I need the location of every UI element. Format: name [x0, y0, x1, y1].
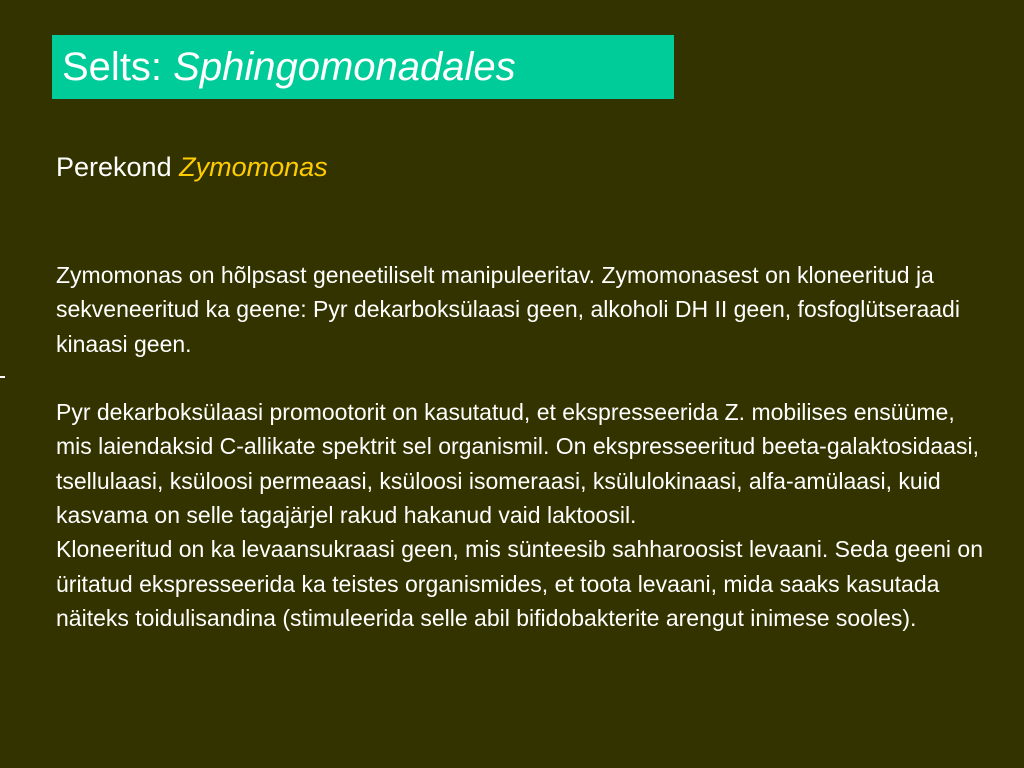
- slide-title-box: [52, 35, 674, 99]
- slide-title-prefix: Selts:: [62, 44, 174, 89]
- subtitle-prefix: Perekond: [56, 152, 180, 182]
- slide-title-italic: Sphingomonadales: [173, 44, 516, 89]
- body-paragraph-2: Pyr dekarboksülaasi promootorit on kasutatud, et ekspresseerida Z. mobilises ensüüme, mis laiendaksid C-allikate spektrit sel organismil. On ekspresseeritud beeta-galaktosidaasi, tsellulaasi, ksüloosi permeaasi, ksüloosi isomeraasi, ksülulokinaasi, alfa-amülaasi, kuid kasvama on selle tagajärjel rakud hakanud vaid laktoosil.: [56, 399, 979, 529]
- subtitle-genus: Zymomonas: [179, 152, 328, 182]
- paragraph-gap: [56, 361, 996, 395]
- edge-mark: [0, 376, 5, 378]
- slide-subtitle: [56, 152, 328, 183]
- body-paragraph-1: Zymomonas on hõlpsast geneetiliselt manipuleeritav. Zymomonasest on kloneeritud ja sekveneeritud ka geene: Pyr dekarboksülaasi geen, alkoholi DH II geen, fosfoglütseraadi kinaasi geen.: [56, 262, 960, 357]
- slide-body: [56, 258, 996, 635]
- body-paragraph-3: Kloneeritud on ka levaansukraasi geen, mis sünteesib sahharoosist levaani. Seda geeni on üritatud ekspresseerida ka teistes organismides, et toota levaani, mida saaks kasutada näiteks toidulisandina (stimuleerida selle abil bifidobakterite arengut inimese sooles).: [56, 536, 983, 631]
